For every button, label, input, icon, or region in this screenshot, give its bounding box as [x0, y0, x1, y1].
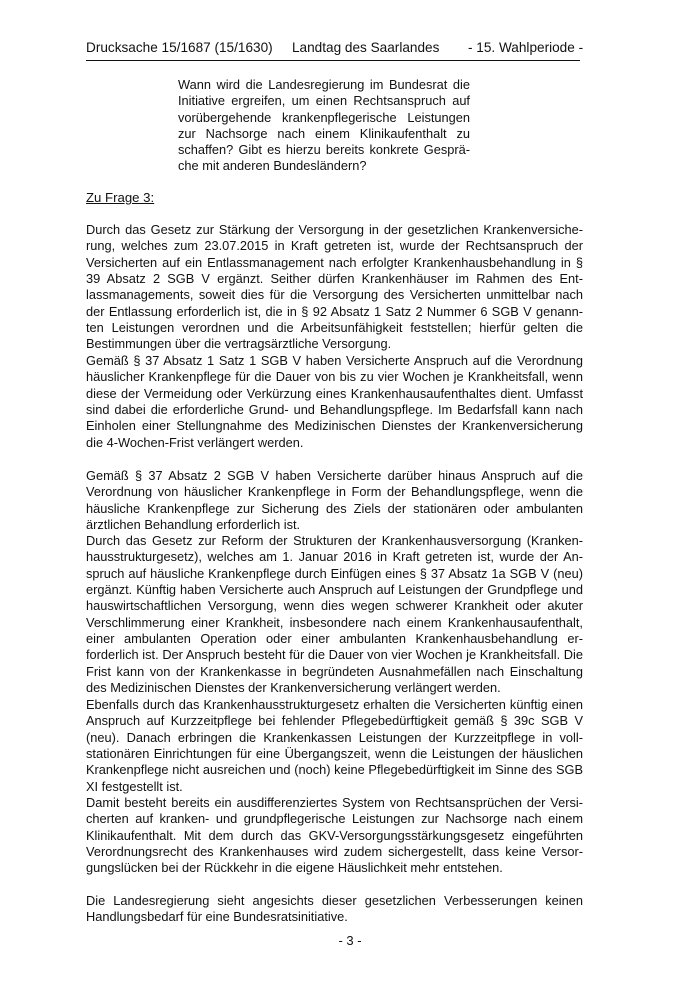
- paragraph-4: Durch das Gesetz zur Reform der Strukturen der Krankenhausversorgung (Krankenhausstrukturgesetz), welches am 1. Januar 2016 in Kraft getreten ist, wurde der Anspruch auf häusliche Krankenpflege durch Einfügen eines § 37 Absatz 1a SGB V (neu) ergänzt. Künftig haben Versicherte auch Anspruch auf Leistungen der Grundpflege und hauswirtschaftlichen Versorgung, wenn dies wegen schwerer Krankheit oder akuter Verschlimmerung einer Krankheit, insbesondere nach einem Krankenhausaufenthalt, einer ambulanten Operation oder einer ambulanten Krankenhausbehandlung erforderlich ist. Der Anspruch besteht für die Dauer von vier Wochen je Krankheitsfall. Die Frist kann von der Krankenkasse in begründeten Ausnahmefällen nach Einschaltung des Medizinischen Dienstes der Krankenversicherung verlängert werden.: [86, 533, 583, 696]
- question-text: Wann wird die Landesregierung im Bundesrat die Initiative ergreifen, um einen Rechtsanspruch auf vorübergehende krankenpflegerische Leistungen zur Nachsorge nach einem Klinikaufenthalt zu schaffen? Gibt es hierzu bereits konkrete Gespräche mit anderen Bundesländern?: [178, 77, 470, 174]
- paragraph-5: Ebenfalls durch das Krankenhausstrukturgesetz erhalten die Versicherten künftig einen Anspruch auf Kurzzeitpflege bei fehlender Pflegebedürftigkeit gemäß § 39c SGB V (neu). Danach erbringen die Krankenkassen Leistungen der Kurzzeitpflege in vollstationären Einrichtungen für eine Übergangszeit, wenn die Leistungen der häuslichen Krankenpflege nicht ausreichen und (noch) keine Pflegebedürftigkeit im Sinne des SGB XI festgestellt ist.: [86, 697, 583, 794]
- paragraph-7: Die Landesregierung sieht angesichts dieser gesetzlichen Verbesserungen keinen Handlungsbedarf für eine Bundesratsinitiative.: [86, 893, 583, 925]
- header-legislative-period: - 15. Wahlperiode -: [468, 40, 584, 55]
- paragraph-6: Damit besteht bereits ein ausdifferenziertes System von Rechtsansprüchen der Versicherten auf kranken- und grundpflegerische Leistungen zur Nachsorge nach einem Klinikaufenthalt. Mit dem durch das GKV-Versorgungsstärkungsgesetz eingeführten Verordnungsrecht des Krankenhauses wird zudem sichergestellt, dass keine Versorgungslücken bei der Rückkehr in die eigene Häuslichkeit mehr entstehen.: [86, 795, 583, 876]
- paragraph-3: Gemäß § 37 Absatz 2 SGB V haben Versicherte darüber hinaus Anspruch auf die Verordnung von häuslicher Krankenpflege in Form der Behandlungspflege, wenn die häusliche Krankenpflege zur Sicherung des Ziels der stationären oder ambulanten ärztlichen Behandlung erforderlich ist.: [86, 468, 583, 533]
- page-header: [86, 40, 584, 61]
- header-document-number: Drucksache 15/1687 (15/1630): [86, 40, 273, 55]
- paragraph-1: Durch das Gesetz zur Stärkung der Versorgung in der gesetzlichen Krankenversicherung, welches zum 23.07.2015 in Kraft getreten ist, wurde der Rechtsanspruch der Versicherten auf ein Entlassmanagement nach erfolgter Krankenhausbehandlung in § 39 Absatz 2 SGB V ergänzt. Seither dürfen Krankenhäuser im Rahmen des Entlassmanagements, soweit dies für die Versorgung des Versicherten unmittelbar nach der Entlassung erforderlich ist, die in § 92 Absatz 1 Satz 2 Nummer 6 SGB V genannten Leistungen verordnen und die Arbeitsunfähigkeit feststellen; hierfür gelten die Bestimmungen über die vertragsärztliche Versorgung.: [86, 222, 583, 352]
- page-number: - 3 -: [338, 933, 362, 948]
- paragraph-2: Gemäß § 37 Absatz 1 Satz 1 SGB V haben Versicherte Anspruch auf die Verordnung häuslicher Krankenpflege für die Dauer von bis zu vier Wochen je Krankheitsfall, wenn diese der Vermeidung oder Verkürzung eines Krankenhausaufenthaltes dient. Umfasst sind dabei die erforderliche Grund- und Behandlungspflege. Im Bedarfsfall kann nach Einholen einer Stellungnahme des Medizinischen Dienstes der Krankenversicherung die 4-Wochen-Frist verlängert werden.: [86, 353, 583, 450]
- answer-heading: Zu Frage 3:: [86, 190, 155, 205]
- header-parliament: Landtag des Saarlandes: [292, 40, 440, 55]
